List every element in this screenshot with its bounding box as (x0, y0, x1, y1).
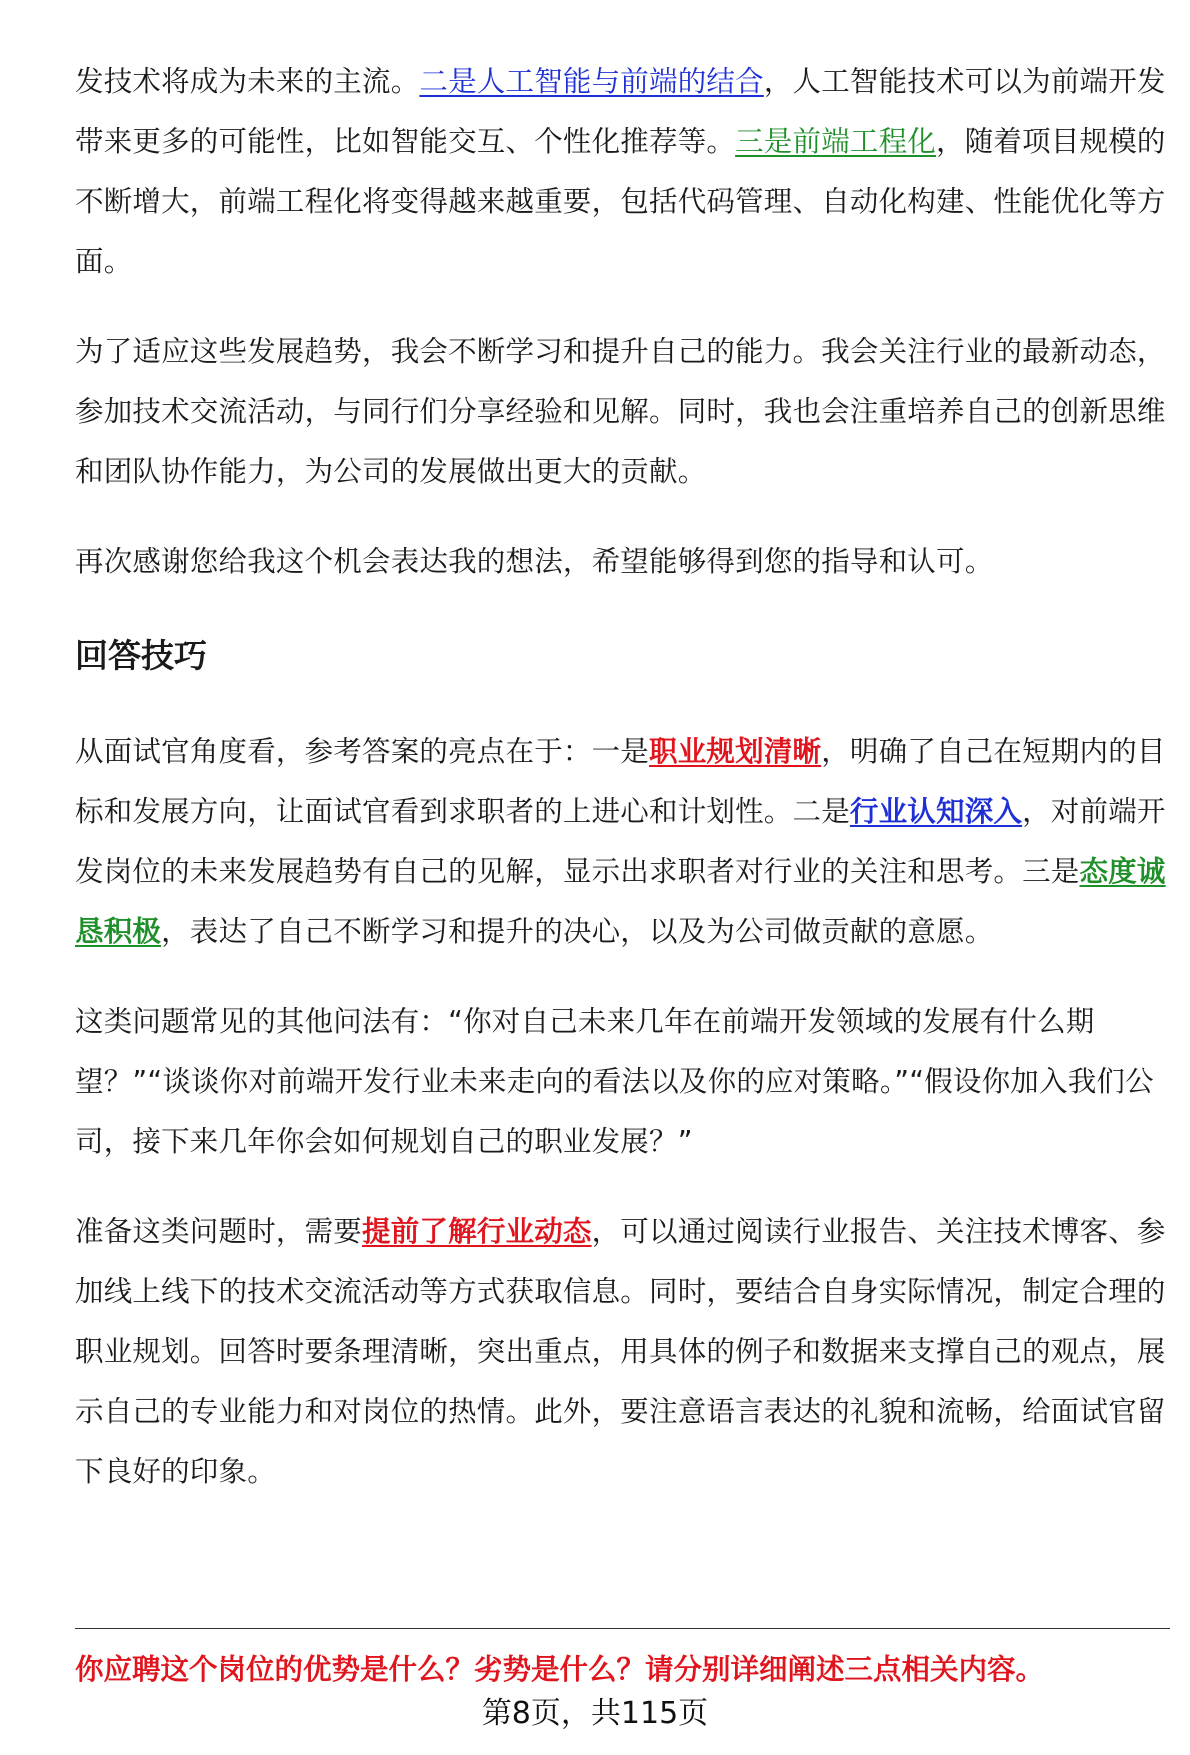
highlight-ai-frontend: 二是人工智能与前端的结合 (419, 65, 764, 98)
highlight-industry-dynamics: 提前了解行业动态 (362, 1215, 592, 1248)
paragraph-text: 发技术将成为未来的主流。 (75, 65, 420, 98)
paragraph-other-questions: 这类问题常见的其他问法有：“你对自己未来几年在前端开发领域的发展有什么期望？”“谈谈你对前端开发行业未来走向的看法以及你的应对策略。”“假设你加入我们公司，接下来几年你会如何规划自己的职业发展？” (75, 1005, 1154, 1158)
next-question-title: 你应聘这个岗位的优势是什么？劣势是什么？请分别详细阐述三点相关内容。 (75, 1653, 1045, 1686)
footer-divider (75, 1628, 1170, 1629)
paragraph-text: 准备这类问题时，需要 (75, 1215, 363, 1248)
highlight-industry-insight: 行业认知深入 (849, 795, 1023, 828)
paragraph-trends (75, 52, 1170, 292)
paragraph-text: 从面试官角度看，参考答案的亮点在于：一是 (75, 735, 650, 768)
paragraph-text: ，可以通过阅读行业报告、关注技术博客、参加线上线下的技术交流活动等方式获取信息。同时，要结合自身实际情况，制定合理的职业规划。回答时要条理清晰，突出重点，用具体的例子和数据来支撑自己的观点，展示自己的专业能力和对岗位的热情。此外，要注意语言表达的礼貌和流畅，给面试官留下良好的印象。 (75, 1215, 1166, 1488)
highlight-frontend-engineering: 三是前端工程化 (735, 125, 937, 158)
paragraph-highlights (75, 722, 1170, 962)
highlight-attitude: 态度诚恳积极 (75, 855, 1166, 948)
document-body (75, 52, 1170, 1532)
paragraph-thanks: 再次感谢您给我这个机会表达我的想法，希望能够得到您的指导和认可。 (75, 545, 994, 578)
paragraph-adapt: 为了适应这些发展趋势，我会不断学习和提升自己的能力。我会关注行业的最新动态，参加技术交流活动，与同行们分享经验和见解。同时，我也会注重培养自己的创新思维和团队协作能力，为公司的发展做出更大的贡献。 (75, 335, 1166, 488)
paragraph-text: ，随着项目规模的不断增大，前端工程化将变得越来越重要，包括代码管理、自动化构建、性能优化等方面。 (75, 125, 1166, 278)
highlight-career-planning: 职业规划清晰 (649, 735, 822, 768)
paragraph-text: ，明确了自己在短期内的目标和发展方向，让面试官看到求职者的上进心和计划性。二是 (75, 735, 1166, 828)
paragraph-text: ，人工智能技术可以为前端开发带来更多的可能性，比如智能交互、个性化推荐等。 (75, 65, 1166, 158)
paragraph-preparation (75, 1202, 1170, 1502)
page-number: 第8页，共115页 (481, 1696, 709, 1731)
paragraph-text: ，表达了自己不断学习和提升的决心，以及为公司做贡献的意愿。 (161, 915, 994, 948)
paragraph-text: ，对前端开发岗位的未来发展趋势有自己的见解，显示出求职者对行业的关注和思考。三是 (75, 795, 1166, 888)
section-heading-answer-tips: 回答技巧 (75, 636, 207, 675)
